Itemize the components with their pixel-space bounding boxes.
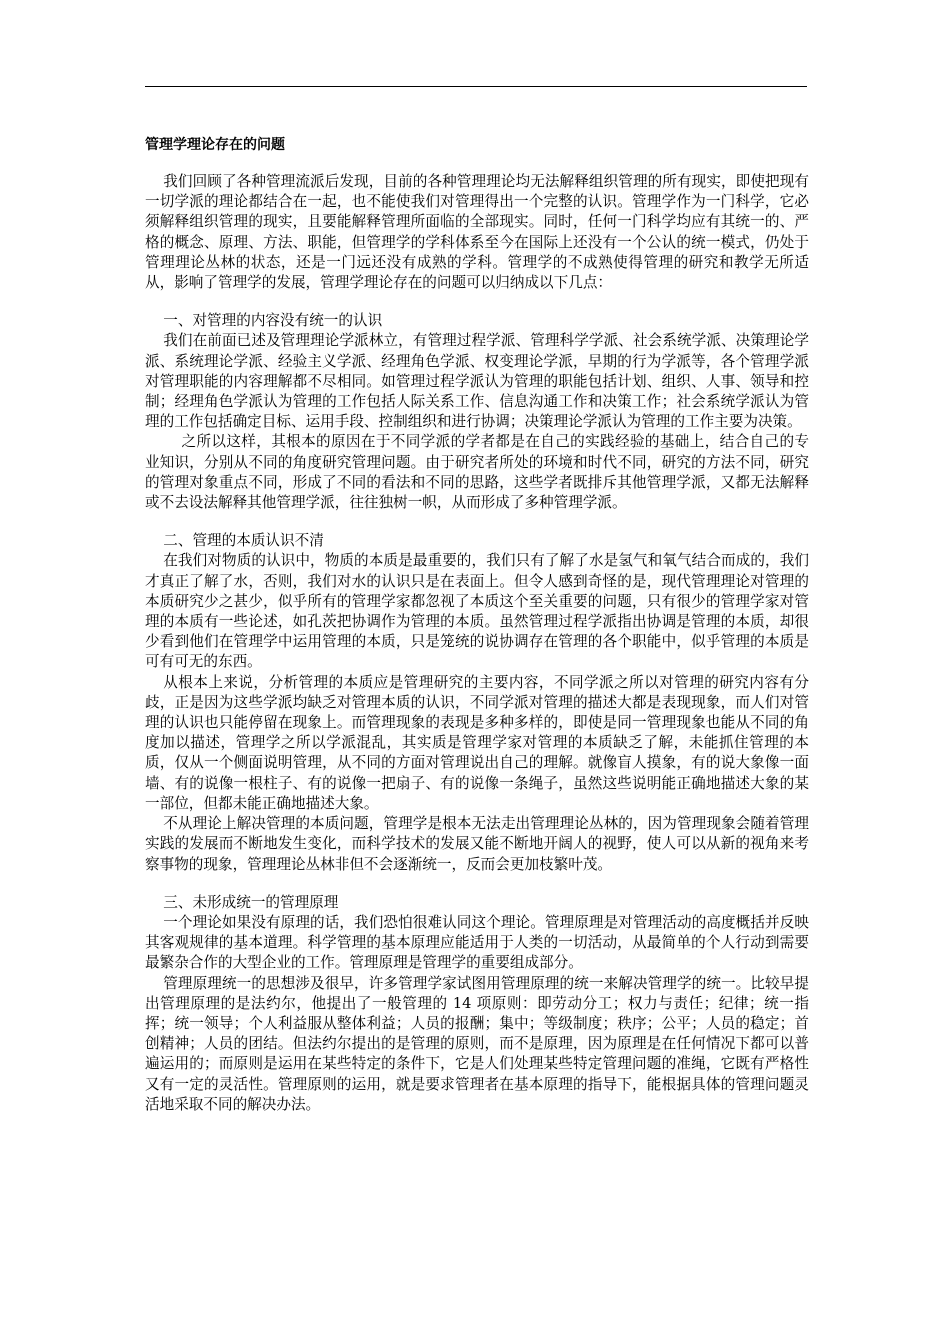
section-gap (145, 293, 809, 311)
section-gap (145, 875, 809, 893)
document-body (145, 172, 809, 1115)
document-title: 管理学理论存在的问题 (145, 137, 285, 153)
section3-paragraph-2: 管理原理统一的思想涉及很早，许多管理学家试图用管理原理的统一来解决管理学的统一。比较早提出管理原理的是法约尔，他提出了一般管理的 14 项原则：即劳动分工；权力与责任；纪律；统一指挥；统一领导；个人利益服从整体利益；人员的报酬；集中；等级制度；秩序；公平；人员的稳定；首创精神；人员的团结。但法约尔提出的是管理的原则，而不是原理，因为原理是在任何情况下都可以普遍运用的；而原则是运用在某些特定的条件下，它是人们处理某些特定管理问题的准绳，它既有严格性又有一定的灵活性。管理原则的运用，就是要求管理者在基本原理的指导下，能根据具体的管理问题灵活地采取不同的解决办法。 (145, 974, 809, 1113)
header-rule (145, 86, 807, 87)
section3-heading: 三、未形成统一的管理原理 (163, 893, 339, 911)
section2-paragraph-2: 从根本上来说，分析管理的本质应是管理研究的主要内容，不同学派之所以对管理的研究内容有分歧，正是因为这些学派均缺乏对管理本质的认识，不同学派对管理的描述大都是表现现象，而人们对管理的认识也只能停留在现象上。而管理现象的表现是多种多样的，即使是同一管理现象也能从不同的角度加以描述，管理学之所以学派混乱，其实质是管理学家对管理的本质缺乏了解，未能抓住管理的本质，仅从一个侧面说明管理，从不同的方面对管理说出自己的理解。就像盲人摸象，有的说大象像一面墙、有的说像一根柱子、有的说像一把扇子、有的说像一条绳子，虽然这些说明能正确地描述大象的某一部位，但都未能正确地描述大象。 (145, 673, 809, 812)
section3-paragraph-1: 一个理论如果没有原理的话，我们恐怕很难认同这个理论。管理原理是对管理活动的高度概括并反映其客观规律的基本道理。科学管理的基本原理应能适用于人类的一切活动，从最简单的个人行动到需要最繁杂合作的大型企业的工作。管理原理是管理学的重要组成部分。 (145, 913, 809, 972)
section2-heading: 二、管理的本质认识不清 (163, 532, 324, 550)
section1-paragraph-1: 我们在前面已述及管理理论学派林立，有管理过程学派、管理科学学派、社会系统学派、决策理论学派、系统理论学派、经验主义学派、经理角色学派、权变理论学派，早期的行为学派等，各个管理学派对管理职能的内容理解都不尽相同。如管理过程学派认为管理的职能包括计划、组织、人事、领导和控制；经理角色学派认为管理的工作包括人际关系工作、信息沟通工作和决策工作；社会系统学派认为管理的工作包括确定目标、运用手段、控制组织和进行协调；决策理论学派认为管理的工作主要为决策。 (145, 332, 809, 431)
section-gap (145, 513, 809, 531)
section1-heading: 一、对管理的内容没有统一的认识 (163, 312, 383, 330)
section2-paragraph-3: 不从理论上解决管理的本质问题，管理学是根本无法走出管理理论丛林的，因为管理现象会随着管理实践的发展而不断地发生变化，而科学技术的发展又能不断地开阔人的视野，使人可以从新的视角来考察事物的现象，管理理论丛林非但不会逐渐统一，反而会更加枝繁叶茂。 (145, 815, 809, 873)
section2-paragraph-1: 在我们对物质的认识中，物质的本质是最重要的，我们只有了解了水是氢气和氧气结合而成的，我们才真正了解了水，否则，我们对水的认识只是在表面上。但令人感到奇怪的是，现代管理理论对管理的本质研究少之甚少，似乎所有的管理学家都忽视了本质这个至关重要的问题，只有很少的管理学家对管理的本质有一些论述，如孔茨把协调作为管理的本质。虽然管理过程学派指出协调是管理的本质，却很少看到他们在管理学中运用管理的本质，只是笼统的说协调存在管理的各个职能中，似乎管理的本质是可有可无的东西。 (145, 552, 809, 671)
section1-paragraph-2: 之所以这样，其根本的原因在于不同学派的学者都是在自己的实践经验的基础上，结合自己的专业知识，分别从不同的角度研究管理问题。由于研究者所处的环境和时代不同，研究的方法不同，研究的管理对象重点不同，形成了不同的看法和不同的思路，这些学者既排斥其他管理学派，又都无法解释或不去设法解释其他管理学派，往往独树一帜，从而形成了多种管理学派。 (145, 433, 809, 512)
intro-paragraph: 我们回顾了各种管理流派后发现，目前的各种管理理论均无法解释组织管理的所有现实，即使把现有一切学派的理论都结合在一起，也不能使我们对管理得出一个完整的认识。管理学作为一门科学，它必须解释组织管理的现实，且要能解释管理所面临的全部现实。同时，任何一门科学均应有其统一的、严格的概念、原理、方法、职能，但管理学的学科体系至今在国际上还没有一个公认的统一模式，仍处于管理理论丛林的状态，还是一门远还没有成熟的学科。管理学的不成熟使得管理的研究和教学无所适从，影响了管理学的发展，管理学理论存在的问题可以归纳成以下几点： (145, 173, 809, 292)
